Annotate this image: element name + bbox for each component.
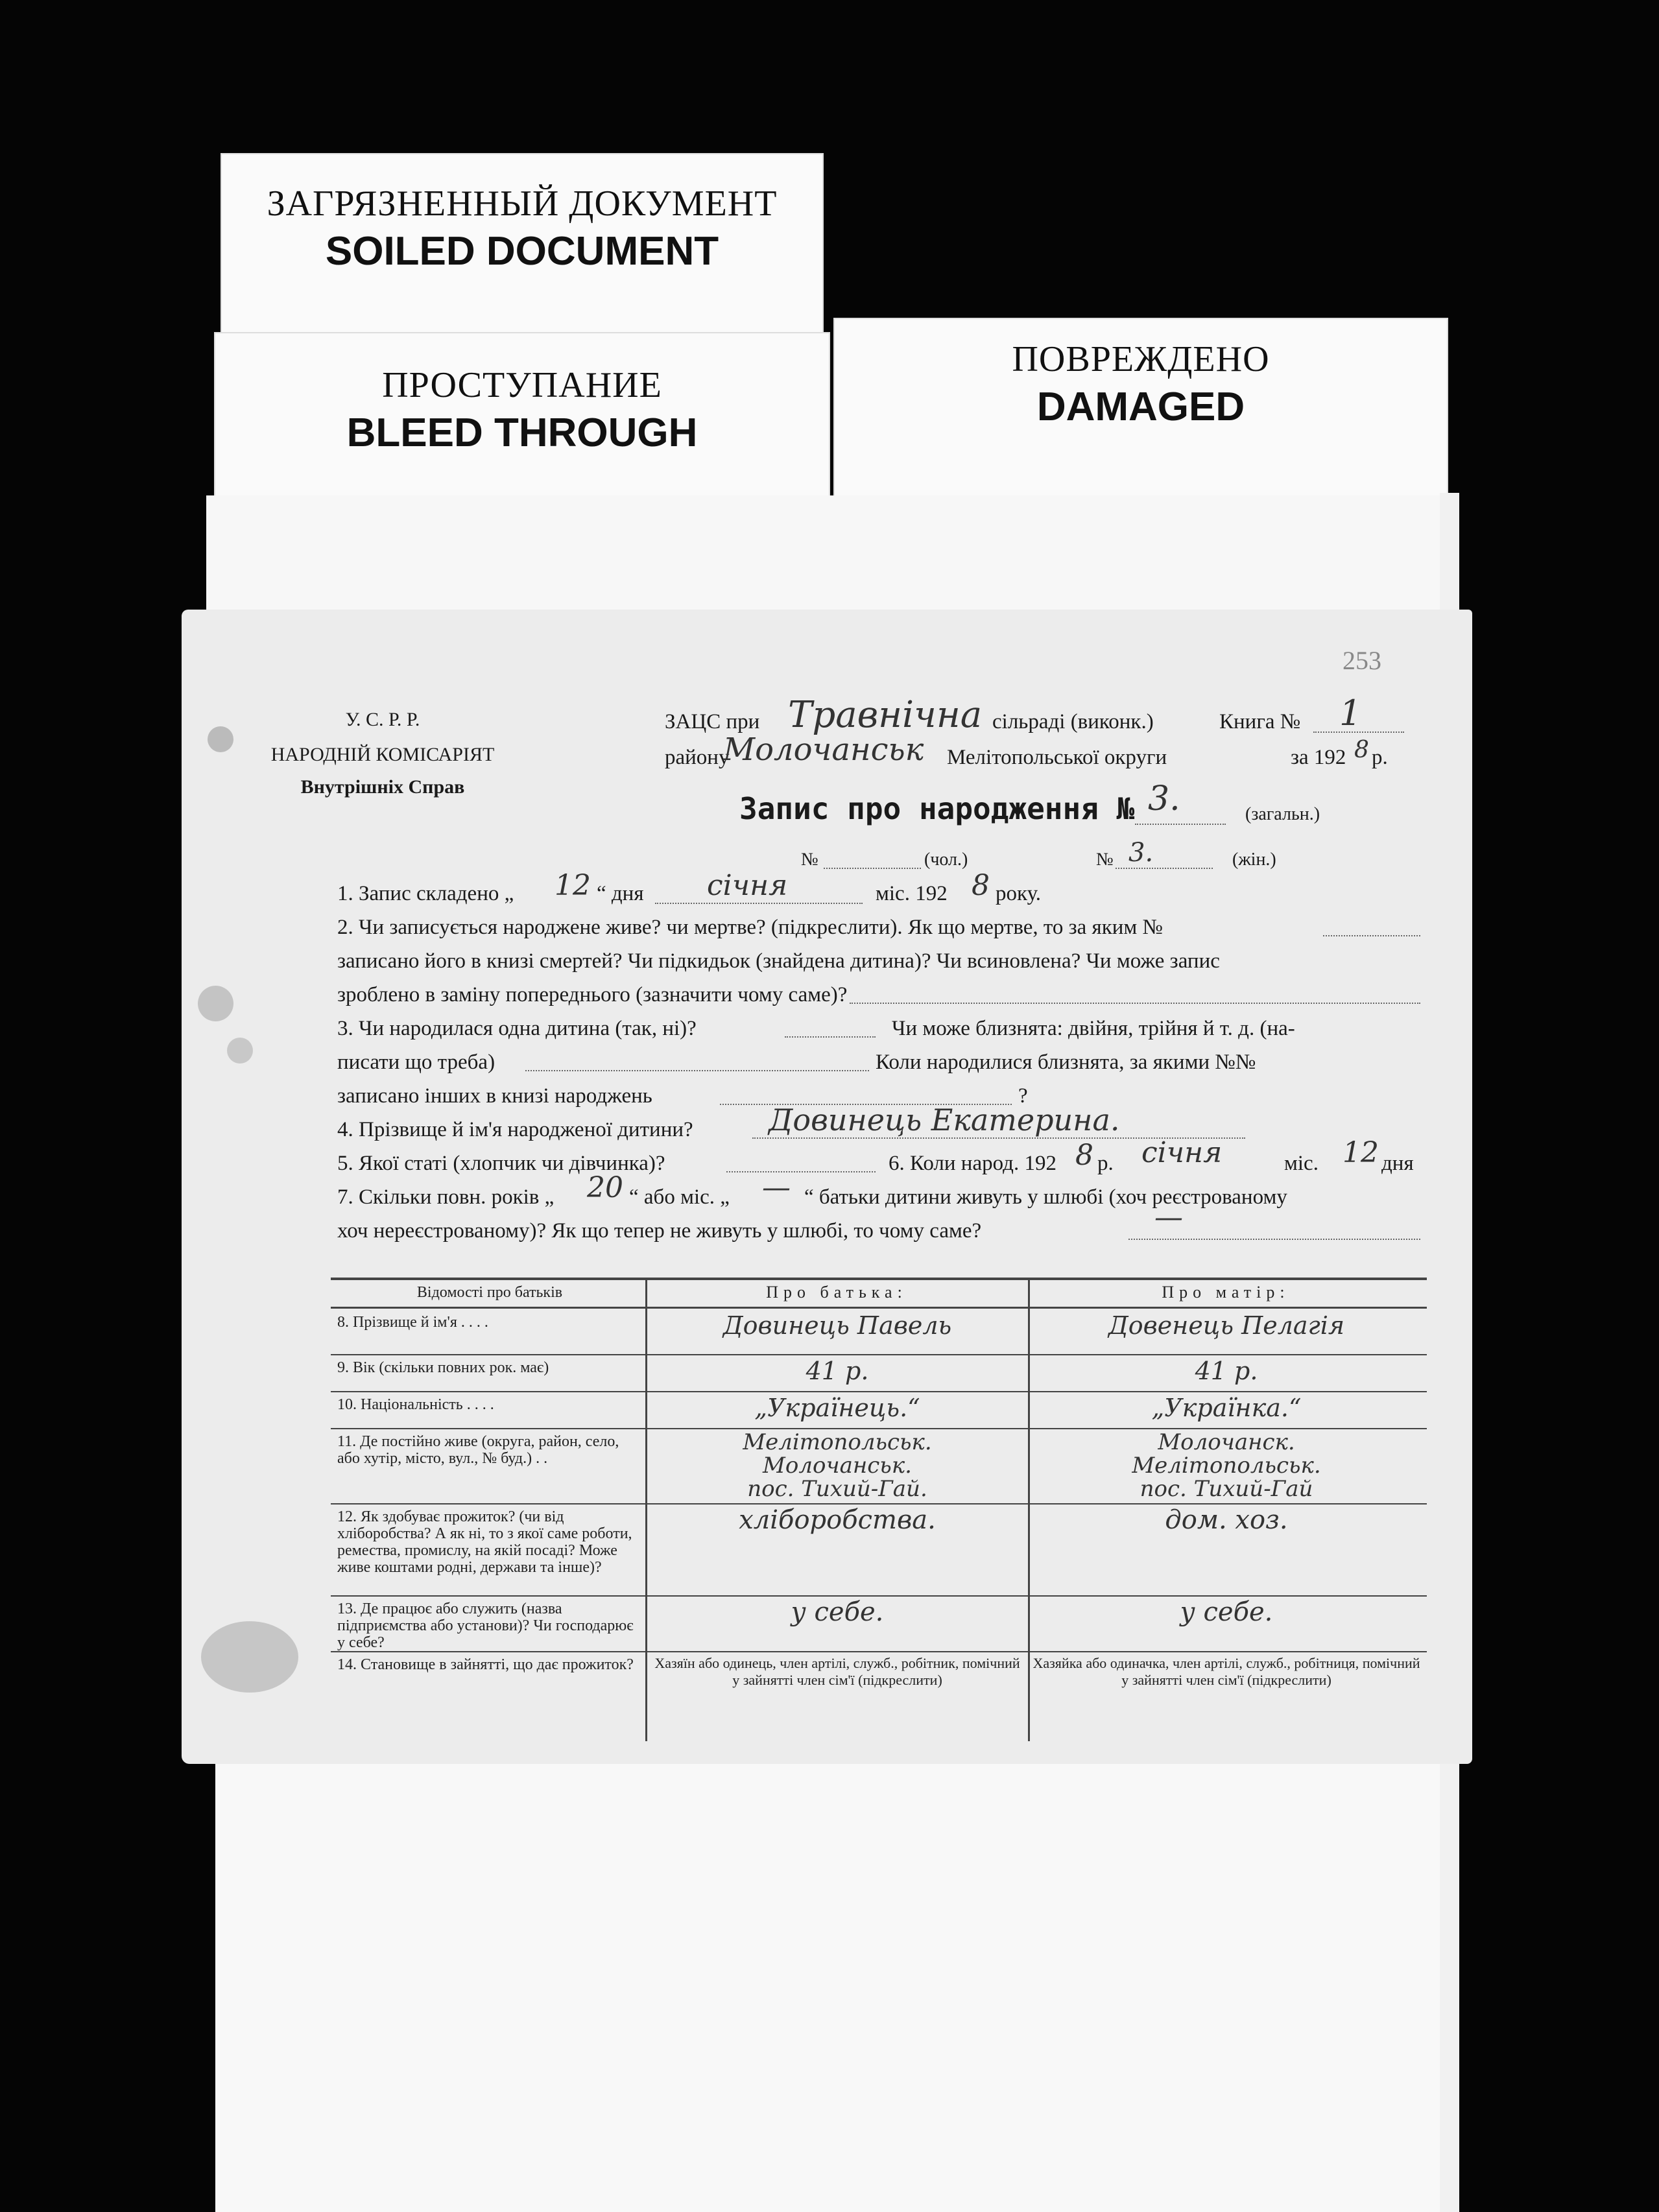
table-row-label: 13. Де працює або служить (назва підприємства або установи)? Чи господарює у себе? <box>337 1600 634 1651</box>
line2-c: зроблено в заміну попереднього (зазначити чому саме)? <box>337 983 848 1006</box>
line1-month-handwritten: січня <box>707 869 788 902</box>
header-commissariat: НАРОДНІЙ КОМІСАРІЯТ <box>270 744 495 765</box>
book-label: Книга № <box>1219 710 1301 733</box>
line1-day-handwritten: 12 <box>555 869 591 902</box>
table-row-divider <box>331 1651 1427 1652</box>
table-row-label: 9. Вік (скільки повних рок. має) <box>337 1359 549 1376</box>
table-header-father: Про батька: <box>766 1283 907 1302</box>
damaged-label-ru: ПОВРЕЖДЕНО <box>1012 339 1270 379</box>
line7-d: хоч нереєстрованому)? Як що тепер не живуть у шлюбі, то чому саме? <box>337 1219 982 1243</box>
line7-b: “ або міс. „ <box>629 1185 730 1209</box>
table-row-label: 8. Прізвище й ім'я . . . . <box>337 1314 488 1331</box>
line6-c: міс. <box>1284 1152 1319 1175</box>
damaged-label <box>833 318 1448 512</box>
line3-b: писати що треба) <box>337 1051 495 1074</box>
marriage-months-handwritten: — <box>762 1171 791 1204</box>
line7-c: “ батьки дитини живуть у шлюбі (хоч реєстрованому <box>804 1185 1287 1209</box>
line1-c: міс. 192 <box>876 882 948 905</box>
line6-b: р. <box>1097 1152 1114 1175</box>
line6-day-handwritten: 12 <box>1343 1136 1379 1169</box>
line3-c2: ? <box>1018 1084 1028 1108</box>
line3-a: 3. Чи народилася одна дитина (так, ні)? <box>337 1017 697 1040</box>
line3b-dotline <box>525 1070 869 1071</box>
line1-b: “ дня <box>597 882 644 905</box>
line3-c: записано інших в книзі народжень <box>337 1084 652 1108</box>
table-row-divider <box>331 1391 1427 1392</box>
table-row-label: 12. Як здобуває прожиток? (чи від хліборобства? А як ні, то з якої саме роботи, ремества, промислу, на якій посаді? Може живе коштами родні, держави та інше)? <box>337 1508 632 1576</box>
table-row-divider <box>331 1354 1427 1355</box>
year-label: за 192 <box>1291 746 1346 769</box>
table-cell-mother: дом. хоз. <box>1165 1505 1288 1535</box>
header-internal-affairs: Внутрішніх Справ <box>300 776 465 798</box>
table-cell-mother: у себе. <box>1180 1597 1273 1627</box>
stain-mark <box>198 986 233 1021</box>
bleed-label-en: BLEED THROUGH <box>346 410 698 455</box>
marriage-years-handwritten: 20 <box>587 1171 623 1204</box>
table-cell-father: Хазяїн або одинець, член артілі, служб., робітник, помічний у зайнятті член сім'ї (підкреслити) <box>654 1655 1020 1688</box>
table-row-label: 14. Становище в зайнятті, що дає прожиток? <box>337 1656 634 1673</box>
bleed-label-ru: ПРОСТУПАНИЕ <box>382 365 662 405</box>
year-handwritten: 8 <box>1354 737 1369 763</box>
female-label: (жін.) <box>1232 850 1276 870</box>
line1-d: року. <box>996 882 1042 905</box>
stain-mark <box>201 1621 298 1693</box>
male-number-dotline <box>824 868 921 869</box>
backing-sheet <box>215 1751 1459 2212</box>
line5-label: 5. Якої статі (хлопчик чи дівчинка)? <box>337 1152 665 1175</box>
table-cell-mother: Молочанск. Мелітопольськ. пос. Тихий-Гай <box>1132 1429 1321 1502</box>
book-number-handwritten: 1 <box>1339 693 1362 733</box>
table-header-info: Відомості про батьків <box>416 1284 563 1301</box>
table-cell-mother: „Українка.“ <box>1151 1394 1302 1422</box>
female-number-handwritten: 3. <box>1128 838 1154 868</box>
line1-month-dotline <box>655 903 863 904</box>
birth-record-form <box>182 610 1472 1764</box>
village-council-handwritten: Травнічна <box>788 694 983 736</box>
male-label: (чол.) <box>924 850 968 870</box>
line4-label: 4. Прізвище й ім'я народженої дитини? <box>337 1118 693 1141</box>
table-cell-mother: Хазяйка або одиначка, член артілі, служб., робітниця, помічний у зайнятті член сім'ї (підкреслити) <box>1032 1655 1420 1688</box>
line6-d: дня <box>1381 1152 1414 1175</box>
header-ussr: У. С. Р. Р. <box>345 709 420 730</box>
table-cell-father: хліборобства. <box>739 1505 936 1535</box>
soiled-label-ru: ЗАГРЯЗНЕННЫЙ ДОКУМЕНТ <box>267 184 778 224</box>
line3-b2: Коли народилися близнята, за якими №№ <box>876 1051 1256 1074</box>
table-cell-mother: Довенець Пелагія <box>1108 1311 1345 1340</box>
soiled-label-en: SOILED DOCUMENT <box>325 229 719 274</box>
line2-b: записано його в книзі смертей? Чи підкидьок (знайдена дитина)? Чи всиновлена? Чи може запис <box>337 949 1220 973</box>
table-row-label: 11. Де постійно живе (округа, район, село, або хутір, місто, вул., № буд.) . . <box>337 1433 619 1467</box>
damaged-label-en: DAMAGED <box>1036 385 1245 429</box>
line7-dotline <box>1128 1239 1420 1240</box>
zats-suffix: сільраді (виконк.) <box>992 710 1154 733</box>
table-cell-father: у себе. <box>791 1597 884 1627</box>
table-row-divider <box>331 1503 1427 1504</box>
okrug-label: Мелітопольської округи <box>947 746 1167 769</box>
male-number-label: № <box>801 850 818 870</box>
line3-dotline <box>785 1036 876 1038</box>
table-cell-father: „Українець.“ <box>754 1394 920 1422</box>
record-title: Запис про народження № <box>739 791 1135 826</box>
table-cell-father: 41 р. <box>806 1357 869 1385</box>
line3-a2: Чи може близнята: двійня, трійня й т. д. (на- <box>892 1017 1295 1040</box>
table-header-mother: Про матір: <box>1162 1283 1290 1302</box>
zats-prefix: ЗАЦС при <box>665 710 760 733</box>
line1-year-handwritten: 8 <box>972 869 990 902</box>
female-number-label: № <box>1096 850 1114 870</box>
stain-mark <box>208 726 233 752</box>
line7-handwritten: — <box>1154 1201 1183 1234</box>
line7-a: 7. Скільки повн. років „ <box>337 1185 555 1209</box>
stain-mark <box>227 1038 253 1064</box>
record-number-dotline <box>1135 824 1226 825</box>
child-name-handwritten: Довинець Екатерина. <box>769 1102 1120 1137</box>
district-handwritten: Молочанськ <box>723 731 924 768</box>
line6-year-handwritten: 8 <box>1075 1139 1093 1172</box>
page-number: 253 <box>1343 646 1381 675</box>
book-number-dotline <box>1313 731 1404 733</box>
soiled-document-label <box>221 153 824 341</box>
table-cell-father: Мелітопольськ. Молочанськ. пос. Тихий-Гай. <box>743 1429 932 1502</box>
table-col-divider-1 <box>645 1278 647 1741</box>
district-label: району <box>665 746 730 769</box>
line2-a: 2. Чи записується народжене живе? чи мертве? (підкреслити). Як що мертве, то за яким № <box>337 916 1164 939</box>
female-number-dotline <box>1116 868 1213 869</box>
line6-month-handwritten: січня <box>1141 1136 1223 1169</box>
line6-label: 6. Коли народ. 192 <box>889 1152 1056 1175</box>
table-header-border <box>331 1307 1427 1309</box>
line1-a: 1. Запис складено „ <box>337 882 514 905</box>
table-row-label: 10. Національність . . . . <box>337 1396 494 1413</box>
year-suffix: р. <box>1372 746 1388 769</box>
line2c-dotline <box>850 1003 1420 1004</box>
table-cell-mother: 41 р. <box>1195 1357 1258 1385</box>
table-top-border <box>331 1278 1427 1280</box>
line5-dotline <box>726 1171 876 1172</box>
table-col-divider-2 <box>1028 1278 1030 1741</box>
table-row-divider <box>331 1595 1427 1597</box>
line2-dotline <box>1323 935 1420 936</box>
record-number-handwritten: 3. <box>1148 779 1180 818</box>
table-cell-father: Довинець Павель <box>722 1311 952 1340</box>
general-label: (загальн.) <box>1245 804 1320 824</box>
